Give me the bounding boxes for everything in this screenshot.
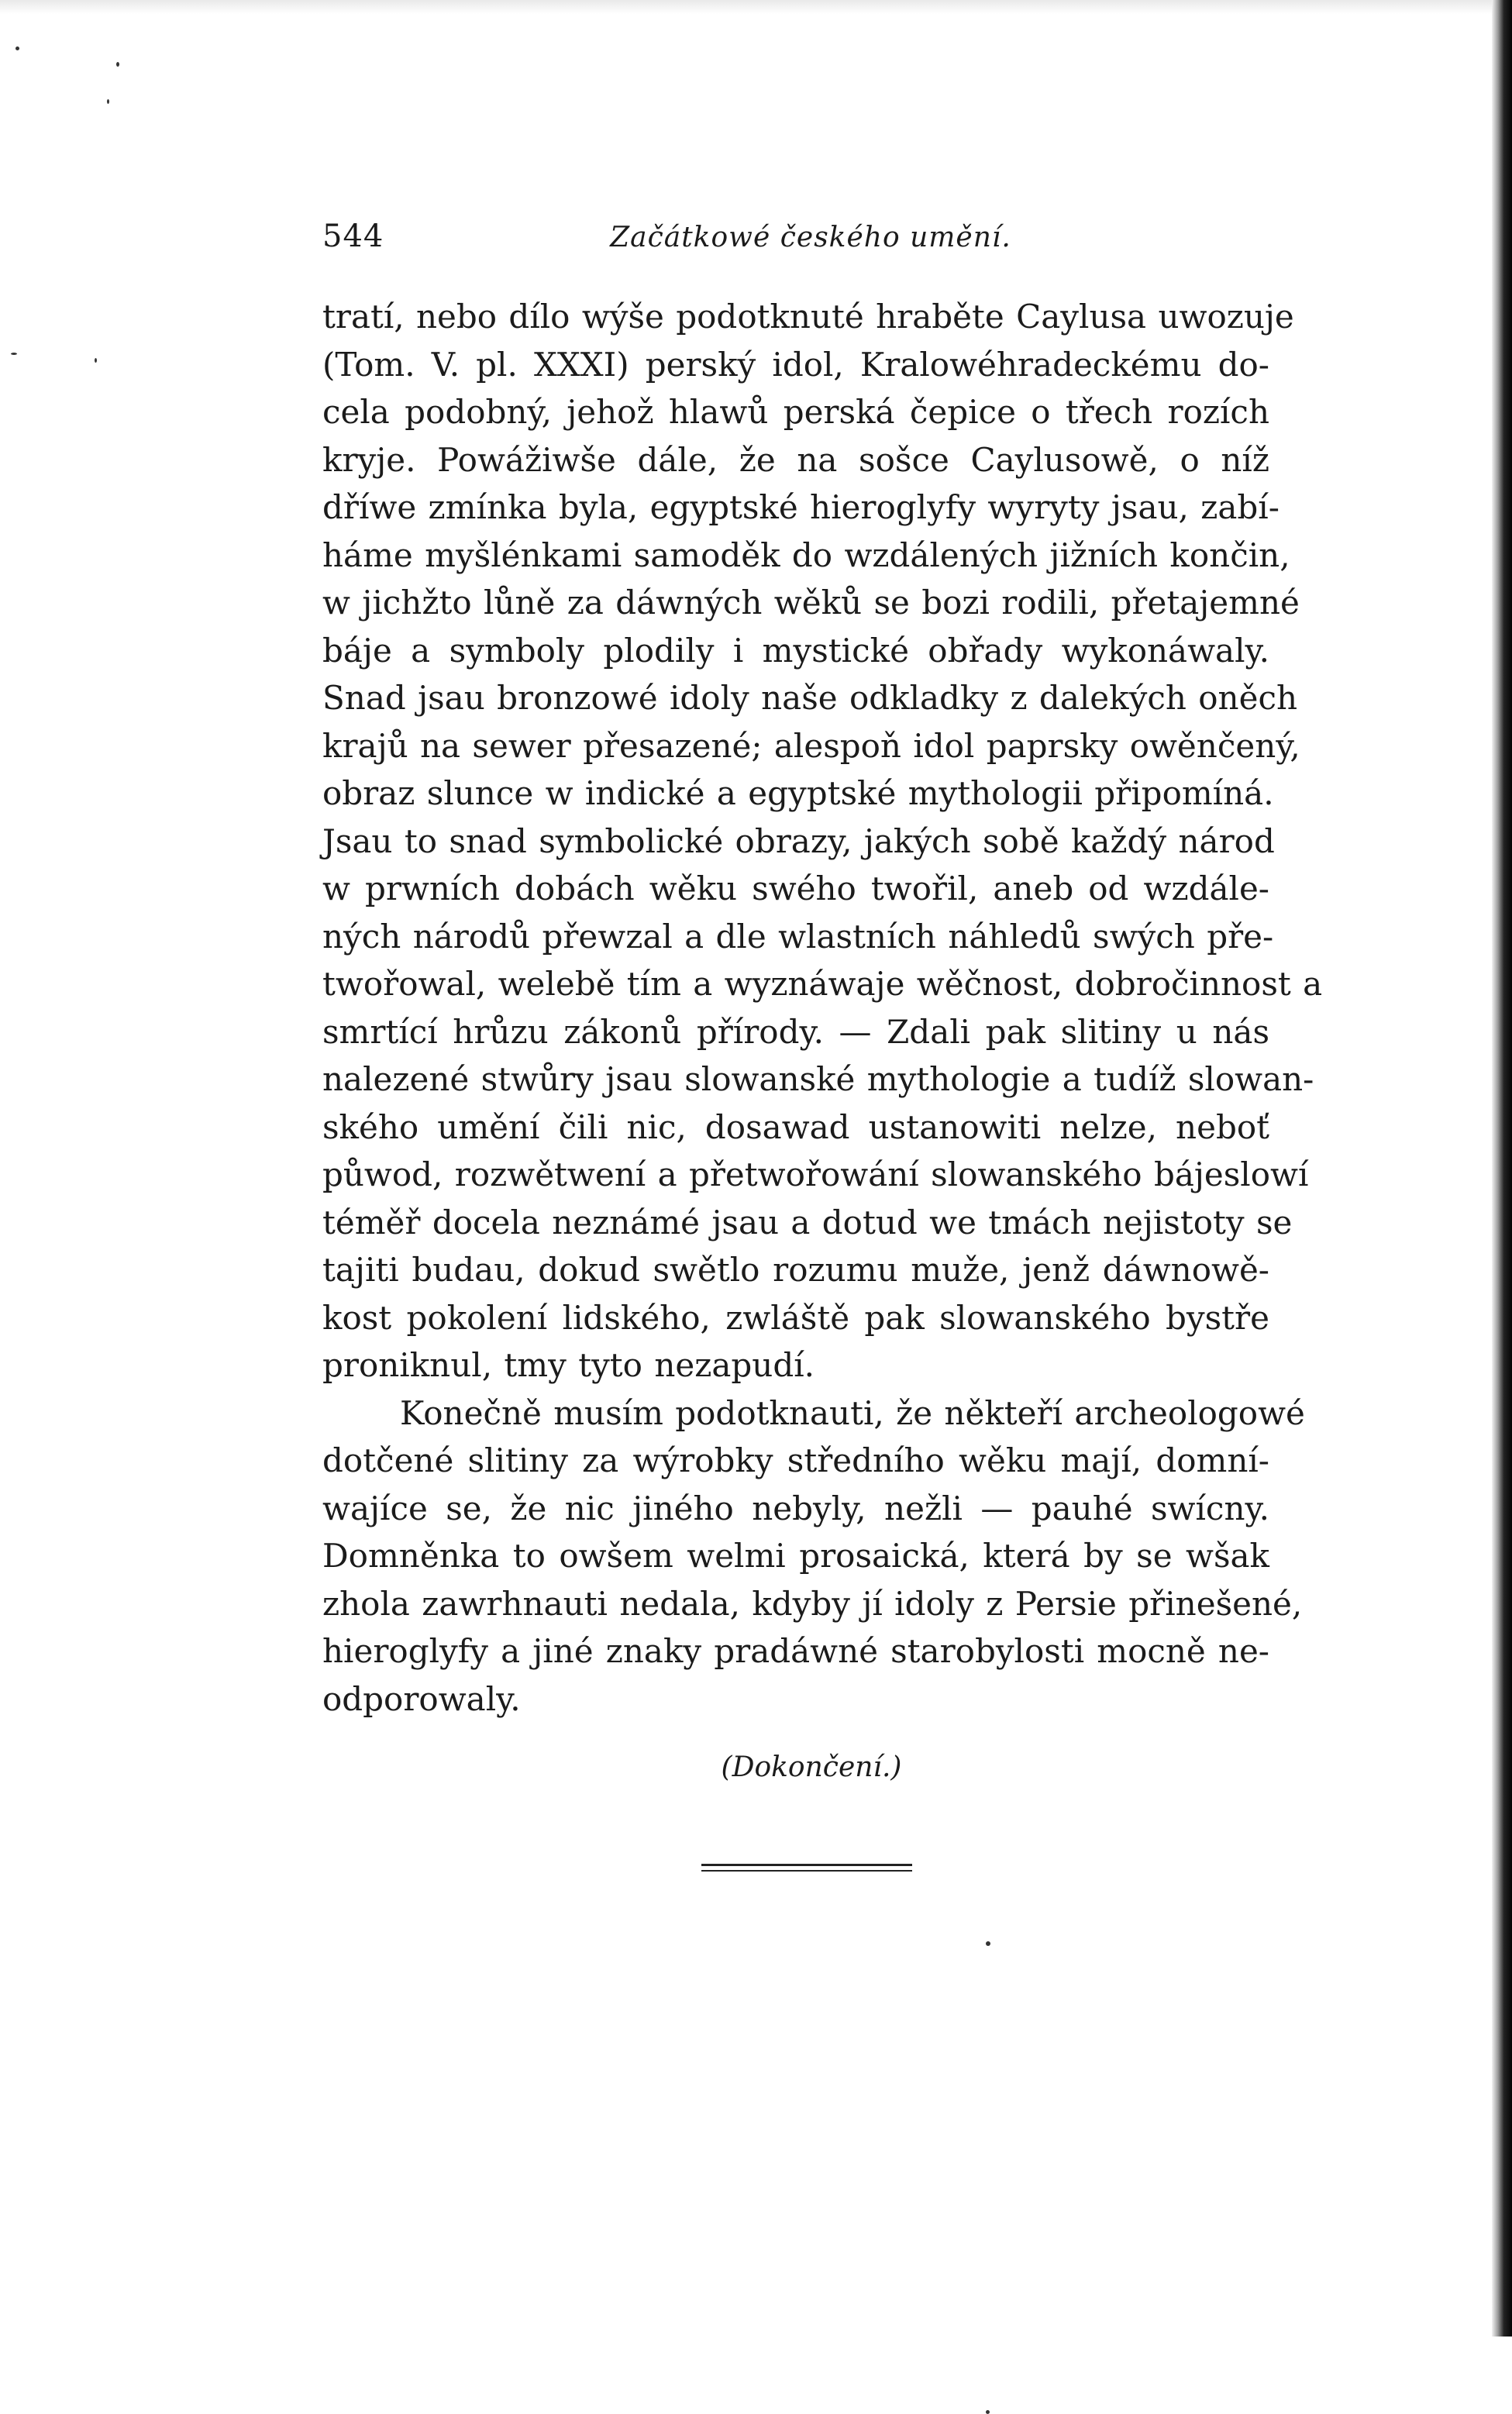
scan-binding-edge [1492,0,1512,2337]
text-line: (Tom. V. pl. XXXI) perský idol, Kralowéhradeckému do- [322,345,1269,384]
scan-speck [107,99,109,104]
text-line: dříwe zmínka byla, egyptské hieroglyfy wyryty jsau, zabí- [322,488,1280,526]
text-line: Snad jsau bronzowé idoly naše odkladky z dalekých oněch [322,679,1298,717]
page-header [322,219,1276,265]
text-line: nalezené stwůry jsau slowanské mythologie a tudíž slowan- [322,1060,1314,1098]
continuation-note: (Dokončení.) [721,1751,902,1783]
text-line: wajíce se, že nic jiného nebyly, nežli — pauhé swícny. [322,1489,1269,1527]
text-line: smrtící hrůzu zákonů přírody. — Zdali pak slitiny u nás [322,1012,1269,1051]
body-text [322,293,1323,1723]
text-line: odporowaly. [322,1679,521,1718]
scan-speck [15,46,19,50]
scan-top-shadow [0,0,1512,14]
text-line: téměř docela neznámé jsau a dotud we tmách nejistoty se [322,1203,1293,1241]
text-line: cela podobný, jehož hlawů perská čepice o třech rozích [322,393,1269,431]
text-line: obraz slunce w indické a egyptské mythologii připomíná. [322,774,1274,812]
text-line: Konečně musím podotknauti, že někteří archeologowé [400,1393,1305,1432]
text-line: w prwních dobách wěku swého twořil, aneb od wzdále- [322,870,1269,907]
scan-speck [11,353,17,355]
scan-speck [116,62,119,67]
text-line: Domněnka to owšem welmi prosaická, která by se wšak [322,1537,1269,1575]
scan-speck [986,2410,990,2414]
text-line: w jichžto lůně za dáwných wěků se bozi rodili, přetajemné [322,584,1300,622]
text-line: krajů na sewer přesazené; alespoň idol paprsky owěnčený, [322,726,1300,765]
text-line: kost pokolení lidského, zwláště pak slowanského bystře [322,1298,1269,1337]
end-rule [701,1870,912,1872]
text-line: twořowal, welebě tím a wyznáwaje wěčnost, dobročinnost a [322,965,1323,1003]
page-number: 544 [322,219,384,254]
text-line: zhola zawrhnauti nedala, kdyby jí idoly z Persie přinešené, [322,1584,1303,1623]
text-line: kryje. Powážiwše dále, že na sošce Caylusowě, o níž [322,440,1269,479]
text-line: půwod, rozwětwení a přetwořowání slowanského bájeslowí [322,1155,1309,1193]
scan-speck [986,1941,990,1946]
text-line: tratí, nebo dílo wýše podotknuté hraběte Caylusa uwozuje [322,298,1294,336]
text-line: Jsau to snad symbolické obrazy, jakých sobě každý národ [322,821,1275,860]
text-line: háme myšlénkami samoděk do wzdálených jižních končin, [322,535,1290,574]
text-line: hieroglyfy a jiné znaky pradáwné starobylosti mocně ne- [322,1632,1269,1670]
text-line: dotčené slitiny za wýrobky středního wěku mají, domní- [322,1441,1269,1479]
text-line: proniknul, tmy tyto nezapudí. [322,1346,815,1384]
text-line: báje a symboly plodily i mystické obřady wykonáwaly. [322,631,1269,670]
end-rule [701,1864,912,1866]
text-line: ných národů přewzal a dle wlastních náhledů swých pře- [322,917,1274,956]
scan-speck [95,358,97,363]
running-title: Začátkowé českého umění. [610,222,1011,253]
text-line: tajiti budau, dokud swětlo rozumu muže, jenž dáwnowě- [322,1251,1269,1289]
text-line: ského umění čili nic, dosawad ustanowiti nelze, neboť [322,1107,1269,1146]
